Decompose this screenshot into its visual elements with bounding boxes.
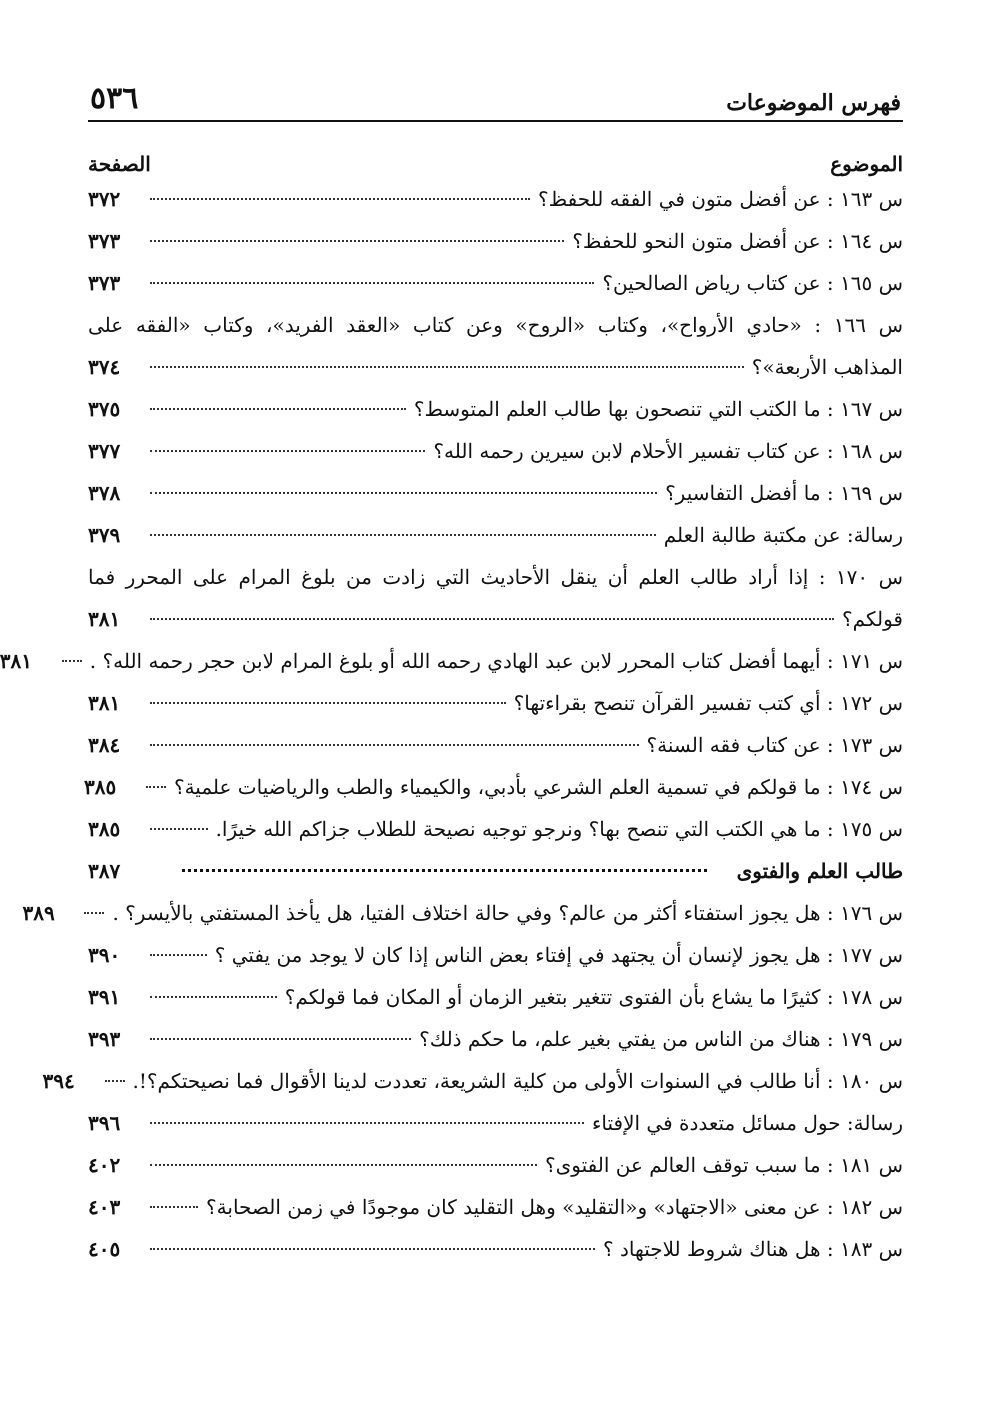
dot-leader: [150, 1037, 411, 1040]
toc-entry-page: ٣٨١: [88, 691, 121, 715]
toc-entry-title: قولكم؟: [842, 607, 903, 631]
toc-entry: [88, 976, 903, 1018]
toc-entry-page: ٣٧٣: [88, 271, 121, 295]
toc-entry: [88, 1186, 903, 1228]
dot-leader: [105, 1079, 125, 1082]
toc-entry-title: س ١٦٩ : ما أفضل التفاسير؟: [665, 481, 903, 505]
dot-leader: [150, 281, 594, 284]
dot-leader: [150, 827, 208, 830]
toc-entry-title: س ١٨٢ : عن معنى «الاجتهاد» و«التقليد» وهل التقليد كان موجودًا في زمن الصحابة؟: [206, 1195, 903, 1219]
dot-leader: [150, 1205, 198, 1208]
document-page: [0, 74, 903, 1270]
page-column-heading: الصفحة: [88, 152, 151, 176]
page-number: ٥٣٦: [90, 81, 139, 116]
toc-entry: [88, 724, 903, 766]
toc-entry: [88, 304, 903, 388]
toc-entry-title: المذاهب الأربعة»؟: [751, 355, 903, 379]
toc-entry-page: ٣٨٥: [83, 775, 117, 799]
toc-entry-page: ٣٨٩: [22, 901, 55, 925]
toc-entry-title: رسالة: حول مسائل متعددة في الإفتاء: [591, 1111, 903, 1135]
toc-entry-page: ٣٧٧: [88, 439, 121, 463]
dot-leader: [150, 1247, 595, 1250]
dot-leader: [150, 197, 530, 200]
toc-entry-page: ٣٨٥: [88, 817, 121, 841]
toc-entry: [88, 934, 903, 976]
dot-leader: [150, 533, 656, 536]
running-header: [88, 74, 903, 122]
toc-entry: [88, 556, 903, 640]
toc-entry-title: س ١٧٢ : أي كتب تفسير القرآن تنصح بقراءتها؟: [513, 691, 903, 715]
toc-entry-title: س ١٦٥ : عن كتاب رياض الصالحين؟: [602, 271, 903, 295]
toc-entry: [88, 1144, 903, 1186]
dot-leader: [150, 995, 277, 998]
dot-leader: [150, 239, 564, 242]
dot-leader: [150, 407, 406, 410]
dot-leader: [150, 1121, 584, 1124]
column-headings: [88, 152, 903, 178]
dot-leader: [150, 953, 207, 956]
toc-entry-page: ٣٩٤: [42, 1069, 75, 1093]
dot-leader: [150, 491, 657, 494]
toc-entry: [88, 514, 903, 556]
toc-entry: [88, 220, 903, 262]
toc-entry-title: س ١٦٤ : عن أفضل متون النحو للحفظ؟: [572, 229, 903, 253]
toc-entry: [88, 262, 903, 304]
toc-entry-page: ٤٠٢: [88, 1153, 121, 1177]
toc-entry-title: س ١٧٨ : كثيرًا ما يشاع بأن الفتوى تتغير بتغير الزمان أو المكان فما قولكم؟: [284, 985, 903, 1009]
toc-entry: [88, 388, 903, 430]
toc-entry: [88, 682, 903, 724]
dot-leader: [84, 911, 104, 914]
toc-entry-page: ٣٧٤: [88, 355, 121, 379]
toc-entry-title: س ١٦٨ : عن كتاب تفسير الأحلام لابن سيرين رحمه الله؟: [433, 439, 903, 463]
toc-entry-page: ٣٧٣: [88, 229, 121, 253]
toc-entry-continuation: [88, 598, 903, 640]
toc-entry-title: س ١٧٥ : ما هي الكتب التي تنصح بها؟ ونرجو توجيه نصيحة للطلاب جزاكم الله خيرًا.: [215, 817, 903, 841]
toc-entry-title: س ١٨٠ : أنا طالب في السنوات الأولى من كلية الشريعة، تعددت لدينا الأقوال فما نصيحتكم؟!.: [132, 1069, 903, 1093]
toc-entry-page: ٣٩٠: [88, 943, 121, 967]
toc-entry: [88, 472, 903, 514]
toc-entry: [88, 178, 903, 220]
running-title: فهرس الموضوعات: [726, 90, 901, 116]
dot-leader: [62, 659, 82, 662]
toc-entry-title-line: س ١٦٦ : «حادي الأرواح»، وكتاب «الروح» وعن كتاب «العقد الفريد»، وكتاب «الفقه على: [88, 313, 903, 337]
toc-entry: [0, 640, 903, 682]
toc-entry-title: س ١٨٣ : هل هناك شروط للاجتهاد ؟: [603, 1237, 903, 1261]
dot-leader: [150, 701, 506, 704]
toc-entry: [42, 1060, 903, 1102]
dot-leader: [146, 785, 166, 788]
dot-leader: [150, 365, 744, 368]
dot-leader: [150, 1163, 537, 1166]
toc-entry-page: ٣٩٣: [88, 1027, 121, 1051]
toc-entry-page: ٣٧٨: [88, 481, 121, 505]
toc-entry-page: ٣٩١: [88, 985, 121, 1009]
toc-entry-title: س ١٧٤ : ما قولكم في تسمية العلم الشرعي بأدبي، والكيمياء والطب والرياضيات علمية؟: [173, 775, 903, 799]
dot-leader: [150, 743, 639, 746]
toc-entry-page: ٣٨٤: [88, 733, 121, 757]
toc-entry-continuation: [88, 346, 903, 388]
toc-entry-title-line: س ١٧٠ : إذا أراد طالب العلم أن ينقل الأحاديث التي زادت من بلوغ المرام على المحرر فما: [88, 565, 903, 589]
toc-entry: [88, 430, 903, 472]
toc-entry: [83, 766, 903, 808]
toc-entry-title: س ١٧٣ : عن كتاب فقه السنة؟: [646, 733, 903, 757]
toc-entry-title: س ١٧١ : أيهما أفضل كتاب المحرر لابن عبد الهادي رحمه الله أو بلوغ المرام لابن حجر رحمه الله؟ .: [89, 649, 903, 673]
toc-entry: [88, 1228, 903, 1270]
toc-entry-page: ٣٧٢: [88, 187, 121, 211]
toc-entry-title: س ١٦٧ : ما الكتب التي تنصحون بها طالب العلم المتوسط؟: [413, 397, 903, 421]
toc-entry-title: رسالة: عن مكتبة طالبة العلم: [663, 523, 903, 547]
toc-entry: [88, 1102, 903, 1144]
topic-column-heading: الموضوع: [830, 152, 903, 176]
toc-entry-page: ٤٠٣: [88, 1195, 121, 1219]
toc-entry-page: ٣٧٥: [88, 397, 121, 421]
toc-entry-title: س ١٧٧ : هل يجوز لإنسان أن يجتهد في إفتاء بعض الناس إذا كان لا يوجد من يفتي ؟: [214, 943, 903, 967]
toc-entry-title: س ١٧٦ : هل يجوز استفتاء أكثر من عالم؟ وفي حالة اختلاف الفتيا، هل يأخذ المستفتي بالأيسر؟ .: [112, 901, 903, 925]
toc-entry-page: ٣٩٦: [88, 1111, 121, 1135]
toc-entry-page: ٣٨١: [88, 607, 121, 631]
toc-entry-page: ٣٧٩: [88, 523, 121, 547]
table-of-contents: [0, 178, 903, 1270]
toc-entry-title: س ١٧٩ : هناك من الناس من يفتي بغير علم، ما حكم ذلك؟: [419, 1027, 903, 1051]
toc-entry-title: س ١٦٣ : عن أفضل متون في الفقه للحفظ؟: [538, 187, 903, 211]
toc-entry-title: طالب العلم والفتوى: [736, 859, 903, 883]
dot-leader: [150, 449, 425, 452]
section-heading-row: [88, 850, 903, 892]
toc-entry-page: ٣٨٧: [88, 859, 121, 883]
toc-entry-page: ٣٨١: [0, 649, 33, 673]
dot-leader: [150, 617, 834, 620]
toc-entry-title: س ١٨١ : ما سبب توقف العالم عن الفتوى؟: [544, 1153, 903, 1177]
toc-entry: [88, 1018, 903, 1060]
toc-entry: [88, 808, 903, 850]
toc-entry: [22, 892, 903, 934]
dot-leader: [182, 868, 707, 872]
toc-entry-page: ٤٠٥: [88, 1237, 121, 1261]
